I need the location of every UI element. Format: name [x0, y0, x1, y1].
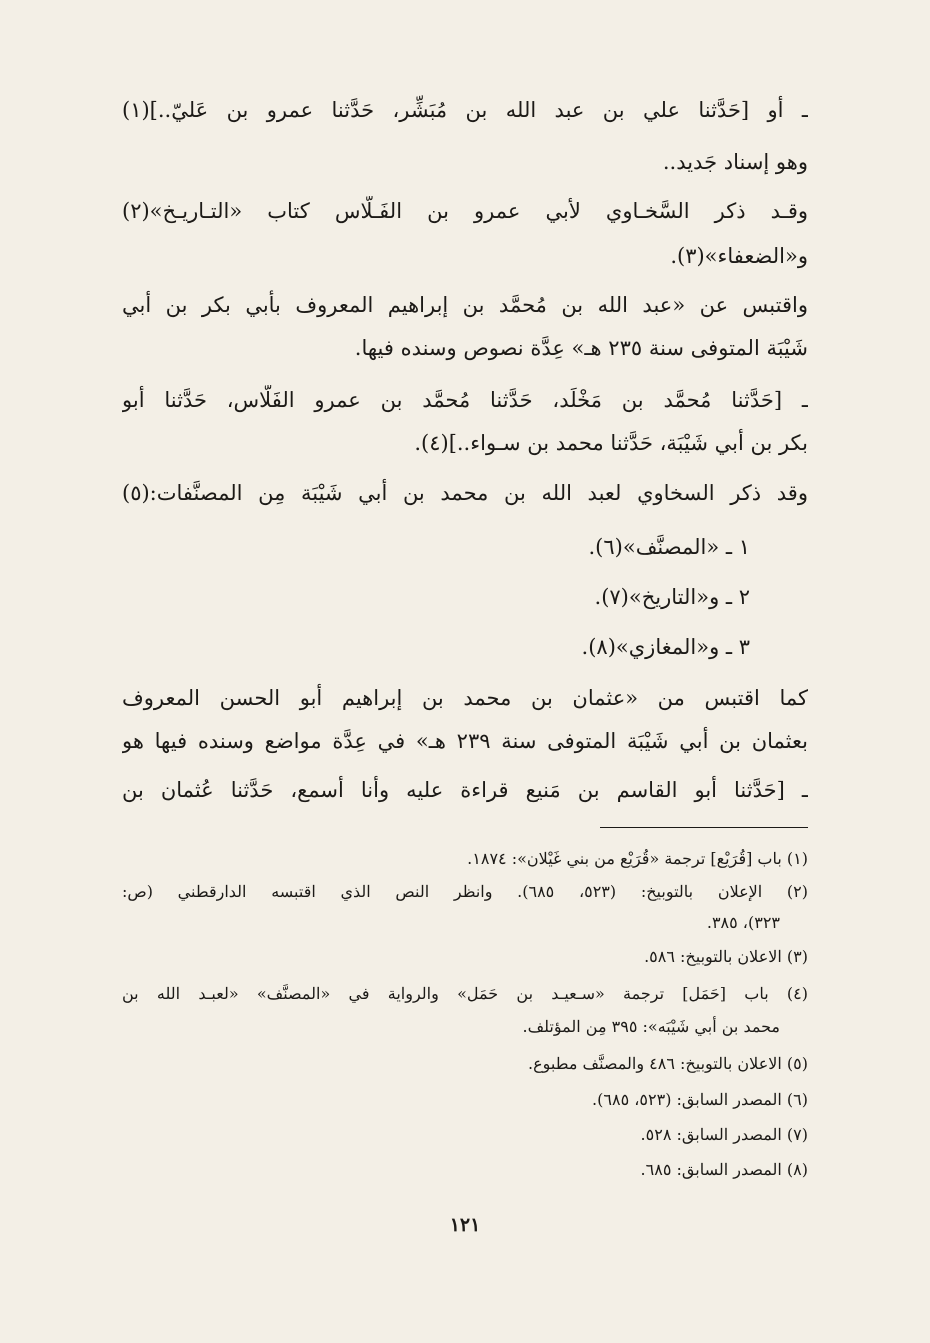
footnote-line: (٥) الاعلان بالتوبيخ: ٤٨٦ والمصنَّف مطبوع. — [528, 1054, 808, 1073]
text-line: وهو إسناد جَديد.. — [662, 150, 808, 174]
text-line: ـ [حَدَّثنا أبو القاسم بن مَنيع قراءة عليه وأنا أسمع، حَدَّثنا عُثمان بن — [122, 778, 808, 802]
text-line: بكر بن أبي شَيْبَة، حَدَّثنا محمد بن سـواء..](٤). — [414, 431, 808, 455]
text-line: ـ أو [حَدَّثنا علي بن عبد الله بن مُبَشِّر، حَدَّثنا عمرو بن عَليّ..](١) — [122, 98, 808, 122]
footnote-line: (٦) المصدر السابق: (٥٢٣، ٦٨٥). — [592, 1090, 808, 1109]
footnote-separator — [600, 827, 808, 828]
text-line: شَيْبَة المتوفى سنة ٢٣٥ هـ» عِدَّة نصوص وسنده فيها. — [354, 336, 808, 360]
footnote-line: ٣٢٣)، ٣٨٥. — [706, 913, 780, 932]
text-line: وقد ذكر السخاوي لعبد الله بن محمد بن أبي شَيْبَة مِن المصنَّفات:(٥) — [122, 481, 808, 505]
page-number: ١٢١ — [449, 1214, 481, 1236]
text-line: واقتبس عن «عبد الله بن مُحمَّد بن إبراهيم المعروف بأبي بكر بن أبي — [122, 293, 808, 317]
text-line: ١ ـ «المصنَّف»(٦). — [588, 535, 750, 559]
text-line: ٣ ـ و«المغازي»(٨). — [581, 635, 750, 659]
text-line: و«الضعفاء»(٣). — [670, 244, 808, 268]
footnote-line: (٣) الاعلان بالتوبيخ: ٥٨٦. — [644, 947, 808, 966]
text-line: كما اقتبس من «عثمان بن محمد بن إبراهيم أبو الحسن المعروف — [122, 686, 808, 710]
text-line: ٢ ـ و«التاريخ»(٧). — [594, 585, 750, 609]
footnote-line: (٨) المصدر السابق: ٦٨٥. — [640, 1160, 808, 1179]
footnote-line: (٤) باب [حَمَل] ترجمة «سـعيـد بن حَمَل» والرواية في «المصنَّف» «لعبـد الله بن — [122, 984, 808, 1003]
footnote-line: (١) باب [قُرَيْع] ترجمة «قُرَيْع من بني غَيْلان»: ١٨٧٤. — [467, 849, 808, 868]
text-line: وقـد ذكر السَّخـاوي لأبي عمرو بن الفَـلَّاس كتاب «التـاريـخ»(٢) — [122, 199, 808, 223]
footnote-line: (٢) الإعلان بالتوبيخ: (٥٢٣، ٦٨٥). وانظر النص الذي اقتبسه الدارقطني (ص: — [122, 882, 808, 901]
footnote-line: محمد بن أبي شَيْبَه»: ٣٩٥ مِن المؤتلف. — [522, 1017, 780, 1036]
text-line: ـ [حَدَّثنا مُحمَّد بن مَخْلَد، حَدَّثنا مُحمَّد بن عمرو الفَلَّاس، حَدَّثنا أبو — [122, 388, 808, 412]
footnote-line: (٧) المصدر السابق: ٥٢٨. — [640, 1125, 808, 1144]
text-line: بعثمان بن أبي شَيْبَة المتوفى سنة ٢٣٩ هـ» في عِدَّة مواضع وسنده فيها هو — [122, 729, 808, 753]
